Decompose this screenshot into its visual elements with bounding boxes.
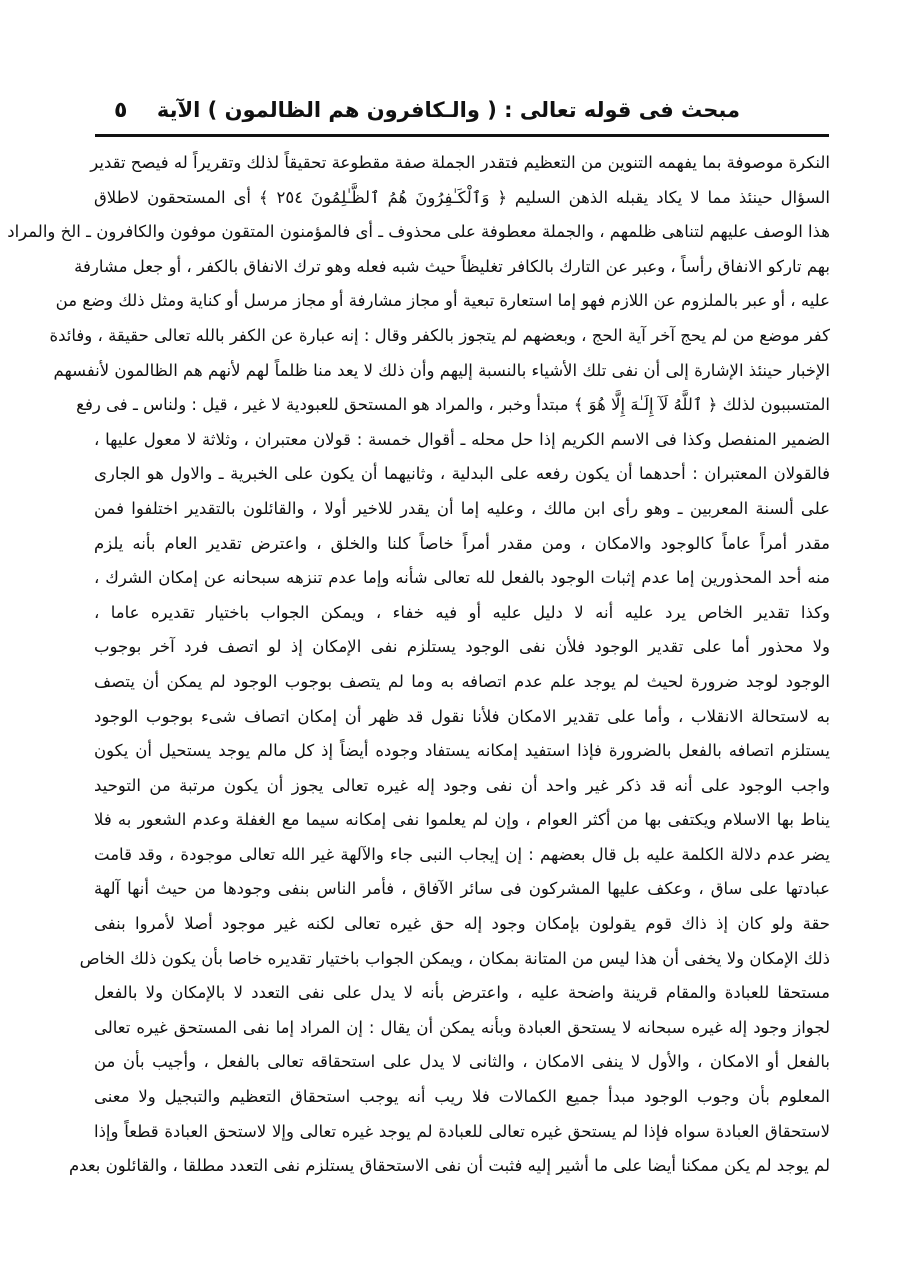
text-line: مقدر أمراً عاماً كالوجود والامكان ، ومن مقدر أمراً خاصاً كلنا والخلق ، واعترض تقدير العام بأنه يلزم (94, 533, 830, 553)
main-text-block (7, 146, 830, 1184)
text-line: بهم تاركو الانفاق رأساً ، وعبر عن التارك بالكافر تغليظاً حيث شبه فعله وهو ترك الانفاق بالكفر ، أو جعل مشارفة (74, 256, 830, 276)
text-line: مستحقا للعبادة والمقام قرينة واضحة عليه ، واعترض بأنه لا يدل على نفى التعدد لا بالإمكان ولا بالفعل (94, 983, 830, 1003)
text-line: الإخبار حينئذ الإشارة إلى أن نفى تلك الأشياء بالنسبة إليهم وأن ذلك لا يعد منا ظلماً لهم لأنهم هم الظالمون لأنفسهم (53, 360, 830, 380)
text-line: الوجود لوجد ضرورة لحيث لم يوجد علم عدم اتصافه به وما لم يتصف بوجوب الوجود لم يمكن أن يتصف (94, 671, 830, 691)
text-line: لجواز وجود إله غيره سبحانه لا يستحق العبادة وبأنه يمكن أن يقال : إن المراد إما نفى المستحق غيره تعالى (94, 1017, 830, 1037)
text-line: فالقولان المعتبران : أحدهما أن يكون رفعه على البدلية ، وثانيهما أن يكون على الخبرية ـ والاول هو الجارى (94, 464, 830, 484)
text-line: بالفعل أو الامكان ، والأول لا ينفى الامكان ، والثانى لا يدل على استحقاقه تعالى بالفعل ، وأجيب بأن من (94, 1052, 830, 1072)
text-line: منه أحد المحذورين إما عدم إثبات الوجود بالفعل لله تعالى شأنه وإما عدم تنزهه سبحانه عن إمكان الشرك ، (94, 568, 830, 588)
text-line: السؤال حينئذ مما لا يكاد يقبله الذهن السليم ﴿ وَٱلْكَـٰفِرُونَ هُمُ ٱلظَّـٰلِمُونَ ٢٥٤ ﴾ أى المستحقون لاطلاق (94, 187, 830, 207)
header-divider (95, 134, 829, 137)
text-line: يستلزم اتصافه بالفعل بالضرورة فإذا استفيد إمكانه يستفاد وجوده أيضاً إذ كل مالم يوجد يستحيل أن يكون (94, 741, 830, 761)
text-line: ولا محذور أما على تقدير الوجود فلأن نفى الوجود يستلزم نفى الإمكان إذ لو اتصف فرد آخر بوجوب (94, 637, 830, 657)
text-line: عبادتها على ساق ، وعكف عليها المشركون فى سائر الآفاق ، فأمر الناس بنفى وجودها من حيث أنها آلهة (94, 879, 830, 899)
text-line: النكرة موصوفة بما يفهمه التنوين من التعظيم فتقدر الجملة صفة مقطوعة تحقيقاً لذلك وتقريراً له فيصح تقدير (90, 153, 830, 172)
text-line: وكذا تقدير الخاص يرد عليه أنه لا دليل عليه أو فيه خفاء ، ويمكن الجواب باختيار تقديره عاما ، (94, 602, 830, 622)
text-line: لم يوجد لم يكن ممكنا أيضا على ما أشير إليه فثبت أن نفى الاستحقاق يستلزم نفى التعدد مطلقا ، والقائلون بعدم (68, 1156, 830, 1176)
text-line: كفر موضع من لم يحج آخر آية الحج ، وبعضهم لم يتجوز بالكفر وقال : إنه عبارة عن الكفر بالله تعالى حقيقة ، وفائدة (49, 325, 830, 345)
text-line: هذا الوصف عليهم لتناهى ظلمهم ، والجملة معطوفة على محذوف ـ أى فالمؤمنون المتقون موفون والكافرون ـ الخ والمراد (7, 222, 830, 242)
text-line: المتسببون لذلك ﴿ ٱللَّهُ لَآ إِلَـٰهَ إِلَّا هُوَ ﴾ مبتدأ وخبر ، والمراد هو المستحق للعبودية لا غير ، قيل : ولناس ـ فى رفع (76, 395, 830, 415)
text-line: واجب الوجود على أنه قد ذكر غير واحد أن نفى وجود إله غيره تعالى يجوز أن يكون مرتبة من التوحيد (94, 775, 830, 795)
header-title: مبحث فى قوله تعالى : ( والـكافرون هم الظالمون ) الآية (156, 98, 740, 122)
text-line: على ألسنة المعربين ـ وهو رأى ابن مالك ، وعليه إما أن يقدر للاخير أولا ، والقائلون بالتقدير اختلفوا فمن (94, 498, 830, 518)
text-line: الضمير المنفصل وكذا فى الاسم الكريم إذا حل محله ـ أقوال خمسة : قولان معتبران ، وثلاثة لا معول عليها ، (94, 429, 830, 449)
page-number: ٥ (114, 98, 128, 123)
text-line: يضر عدم دلالة الكلمة عليه بل قال بعضهم : إن إيجاب النبى جاء والآلهة غير الله تعالى موجودة ، وقد قامت (94, 844, 830, 864)
text-line: المعلوم بأن وجوب الوجود مبدأ جميع الكمالات فلا ريب أنه يوجب استحقاق التعظيم والتبجيل ولا معنى (94, 1087, 830, 1107)
text-line: لاستحقاق العبادة سواه فإذا لم يستحق غيره تعالى للعبادة لم يوجد غيره تعالى وإلا لاستحق العبادة قطعاً وإذا (94, 1121, 830, 1141)
text-line: به لاستحالة الانقلاب ، وأما على تقدير الامكان فلأنا نقول قد ظهر أن إمكان اتصاف شىء بوجوب الوجود (94, 706, 830, 726)
text-line: يناط بها الاسلام ويكتفى بها من أكثر العوام ، وإن لم يعلموا نفى إمكانه سيما مع الغفلة وعدم الشعور به فلا (94, 810, 830, 830)
text-line: ذلك الإمكان ولا يخفى أن هذا ليس من المتانة بمكان ، ويمكن الجواب باختيار تقديره خاصا بأن يكون ذلك الخاص (79, 948, 830, 968)
text-line: حقة ولو كان إذ ذاك قوم يقولون بإمكان وجود إله حق غيره تعالى لكنه غير موجود أصلا لأمروا بنفى (94, 914, 830, 934)
text-line: عليه ، أو عبر بالملزوم عن اللازم فهو إما استعارة تبعية أو مجاز مشارفة أو مجاز مرسل أو كناية ومثل ذلك وضع من (55, 291, 830, 311)
